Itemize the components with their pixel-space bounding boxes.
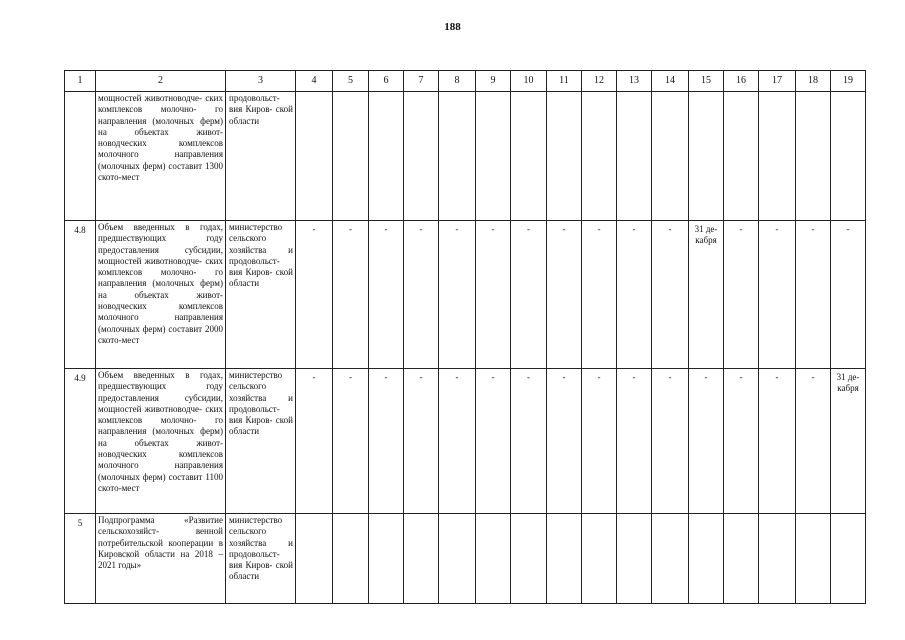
row-number: 5 — [65, 514, 96, 604]
row-number: 4.8 — [65, 221, 96, 369]
schedule-mark: - — [312, 372, 316, 382]
schedule-cell — [296, 221, 333, 369]
column-header: 11 — [547, 71, 582, 92]
schedule-mark: - — [562, 224, 566, 234]
schedule-cell — [333, 369, 369, 514]
schedule-cell — [404, 369, 439, 514]
header-row — [65, 71, 866, 92]
column-header: 9 — [476, 71, 511, 92]
schedule-cell — [582, 92, 617, 221]
schedule-cell — [724, 514, 759, 604]
schedule-cell — [582, 369, 617, 514]
schedule-cell — [652, 369, 689, 514]
schedule-mark: - — [491, 372, 495, 382]
schedule-mark: - — [775, 372, 779, 382]
schedule-mark: - — [527, 372, 530, 382]
schedule-cell — [582, 221, 617, 369]
schedule-cell — [652, 92, 689, 221]
schedule-mark: - — [419, 372, 423, 382]
schedule-cell — [617, 221, 652, 369]
schedule-mark: - — [384, 372, 388, 382]
schedule-cell — [369, 514, 404, 604]
column-header: 5 — [333, 71, 369, 92]
schedule-cell — [582, 514, 617, 604]
event-description: Объем введенных в годах, предшествующих году предоставления субсидии, мощностей животноводче- ских комплексов молочно- го направления (молочных ферм) на объектах живот- новодческих комплексов молочного направления (молочных ферм) составит 2000 ското-мест — [96, 221, 226, 369]
event-description: Объем введенных в годах, предшествующих году предоставления субсидии, мощностей животноводче- ских комплексов молочно- го направления (молочных ферм) на объектах живот- новодческих комплексов молочного направления (молочных ферм) составит 1100 ското-мест — [96, 369, 226, 514]
schedule-cell — [689, 514, 724, 604]
schedule-cell — [652, 514, 689, 604]
schedule-mark: - — [739, 224, 743, 234]
column-header: 3 — [226, 71, 296, 92]
schedule-cell — [333, 92, 369, 221]
schedule-cell — [547, 369, 582, 514]
schedule-cell — [511, 92, 547, 221]
schedule-cell — [333, 514, 369, 604]
schedule-cell — [831, 92, 866, 221]
schedule-mark: - — [632, 224, 636, 234]
schedule-mark: - — [491, 224, 495, 234]
column-header: 12 — [582, 71, 617, 92]
schedule-cell — [796, 514, 831, 604]
schedule-mark: - — [597, 372, 601, 382]
table-row — [65, 514, 866, 604]
schedule-cell — [796, 369, 831, 514]
schedule-cell — [476, 514, 511, 604]
schedule-cell — [796, 92, 831, 221]
schedule-cell — [689, 369, 724, 514]
schedule-mark: 31 де- кабря — [836, 372, 860, 393]
responsible-executor: министерство сельского хозяйства и продовольст- вия Киров- ской области — [226, 221, 296, 369]
schedule-mark: - — [811, 372, 815, 382]
plan-table — [64, 70, 866, 604]
schedule-cell — [831, 221, 866, 369]
column-header: 13 — [617, 71, 652, 92]
schedule-cell — [759, 369, 796, 514]
schedule-mark: - — [704, 372, 708, 382]
schedule-cell — [439, 221, 476, 369]
schedule-mark: - — [775, 224, 779, 234]
responsible-executor: министерство сельского хозяйства и продовольст- вия Киров- ской области — [226, 369, 296, 514]
column-header: 15 — [689, 71, 724, 92]
event-description: Подпрограмма «Развитие сельскохозяйст- венной потребительской кооперации в Кировской области на 2018 – 2021 годы» — [96, 514, 226, 604]
schedule-cell — [369, 92, 404, 221]
schedule-mark: - — [312, 224, 316, 234]
schedule-mark: - — [349, 224, 352, 234]
schedule-cell — [296, 369, 333, 514]
row-number — [65, 92, 96, 221]
schedule-cell — [439, 514, 476, 604]
column-header: 14 — [652, 71, 689, 92]
column-header: 19 — [831, 71, 866, 92]
schedule-mark: - — [739, 372, 743, 382]
schedule-cell — [511, 221, 547, 369]
schedule-cell — [404, 514, 439, 604]
schedule-mark: - — [846, 224, 850, 234]
schedule-cell — [724, 92, 759, 221]
schedule-cell — [369, 221, 404, 369]
column-header: 1 — [65, 71, 96, 92]
row-number: 4.9 — [65, 369, 96, 514]
schedule-cell — [547, 514, 582, 604]
event-description: мощностей животноводче- ских комплексов молочно- го направления (молочных ферм) на объектах живот- новодческих комплексов молочного направления (молочных ферм) составит 1300 ското-мест — [96, 92, 226, 221]
responsible-executor: продовольст- вия Киров- ской области — [226, 92, 296, 221]
schedule-cell — [759, 221, 796, 369]
schedule-mark: - — [455, 224, 459, 234]
schedule-cell — [333, 221, 369, 369]
schedule-cell — [617, 369, 652, 514]
schedule-cell — [689, 92, 724, 221]
column-header: 17 — [759, 71, 796, 92]
column-header: 10 — [511, 71, 547, 92]
responsible-executor: министерство сельского хозяйства и продовольст- вия Киров- ской области — [226, 514, 296, 604]
schedule-mark: - — [562, 372, 566, 382]
column-header: 7 — [404, 71, 439, 92]
page-number: 188 — [444, 21, 461, 33]
schedule-cell — [369, 369, 404, 514]
column-header: 8 — [439, 71, 476, 92]
schedule-cell — [547, 92, 582, 221]
schedule-cell — [476, 221, 511, 369]
schedule-cell — [476, 92, 511, 221]
column-header: 16 — [724, 71, 759, 92]
column-header: 2 — [96, 71, 226, 92]
schedule-mark: - — [419, 224, 423, 234]
schedule-cell — [724, 221, 759, 369]
schedule-cell — [831, 369, 866, 514]
schedule-mark: - — [668, 224, 672, 234]
table-row — [65, 221, 866, 369]
schedule-mark: - — [811, 224, 815, 234]
table-row — [65, 92, 866, 221]
schedule-cell — [617, 92, 652, 221]
schedule-mark: - — [668, 372, 672, 382]
schedule-cell — [759, 92, 796, 221]
schedule-mark: - — [349, 372, 352, 382]
schedule-cell — [652, 221, 689, 369]
column-header: 4 — [296, 71, 333, 92]
schedule-mark: 31 де- кабря — [694, 224, 718, 245]
schedule-cell — [296, 92, 333, 221]
schedule-mark: - — [384, 224, 388, 234]
schedule-cell — [439, 369, 476, 514]
schedule-cell — [796, 221, 831, 369]
schedule-cell — [689, 221, 724, 369]
schedule-cell — [511, 369, 547, 514]
schedule-cell — [296, 514, 333, 604]
column-header: 18 — [796, 71, 831, 92]
schedule-cell — [831, 514, 866, 604]
schedule-cell — [617, 514, 652, 604]
schedule-cell — [759, 514, 796, 604]
schedule-cell — [476, 369, 511, 514]
schedule-mark: - — [632, 372, 636, 382]
schedule-mark: - — [597, 224, 601, 234]
column-header: 6 — [369, 71, 404, 92]
schedule-mark: - — [527, 224, 530, 234]
table-row — [65, 369, 866, 514]
schedule-mark: - — [455, 372, 459, 382]
schedule-cell — [404, 92, 439, 221]
schedule-cell — [547, 221, 582, 369]
schedule-cell — [511, 514, 547, 604]
schedule-cell — [724, 369, 759, 514]
schedule-cell — [439, 92, 476, 221]
schedule-cell — [404, 221, 439, 369]
